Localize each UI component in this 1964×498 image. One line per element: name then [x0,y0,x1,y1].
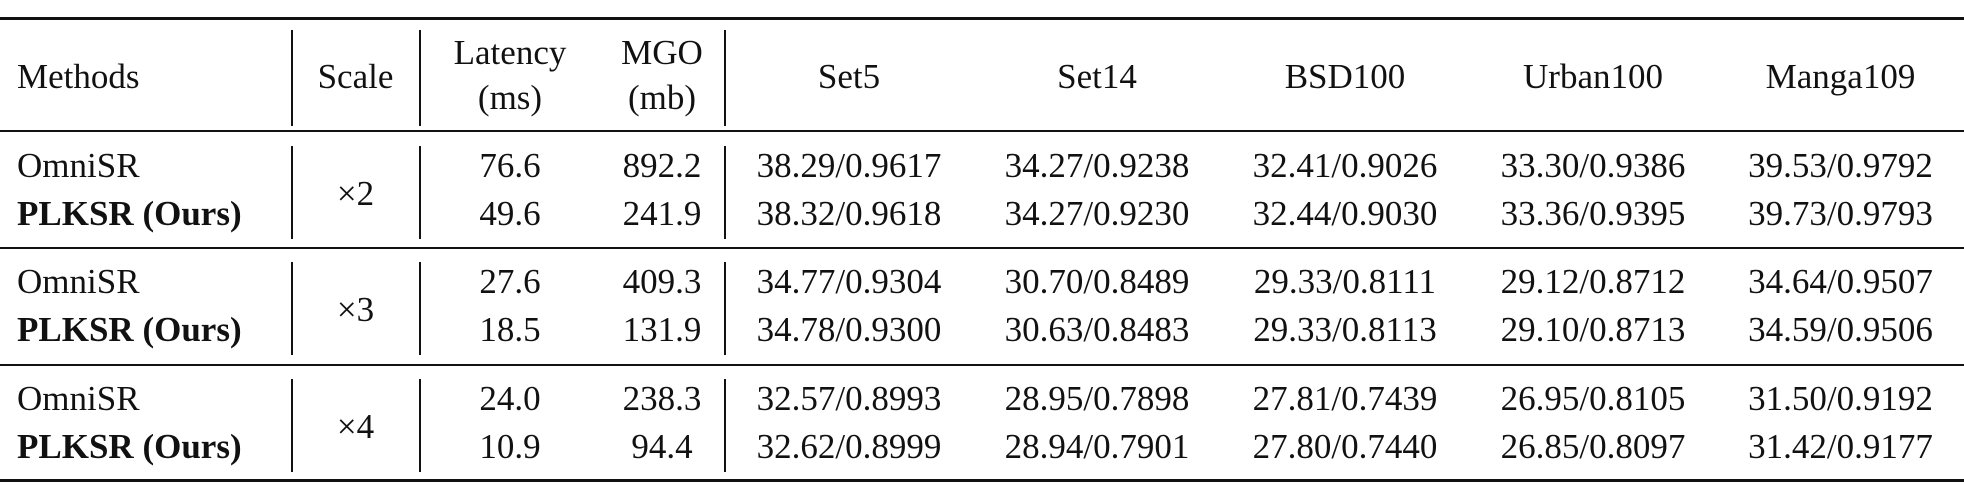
method-name-ours: PLKSR (Ours) [17,427,242,466]
header-dataset-set14: Set14 [1057,57,1137,96]
method-name-ours: PLKSR (Ours) [17,310,242,349]
group-rule-2 [0,364,1964,366]
score-bsd100: 29.33/0.8111 [1253,262,1437,301]
score-set14: 34.27/0.9230 [1004,194,1190,233]
mgo-value: 94.4 [631,427,693,466]
latency-value: 27.6 [479,262,541,301]
latency-value: 76.6 [479,146,541,185]
mgo-value: 238.3 [622,379,702,418]
top-rule [0,17,1964,20]
header-dataset-urban100: Urban100 [1523,57,1663,96]
score-manga109: 31.50/0.9192 [1748,379,1933,418]
score-urban100: 26.85/0.8097 [1500,427,1686,466]
header-scale: Scale [317,57,394,96]
score-manga109: 39.53/0.9792 [1748,146,1933,185]
score-urban100: 26.95/0.8105 [1500,379,1686,418]
method-name-ours: PLKSR (Ours) [17,194,242,233]
scale-cell: ×4 [336,407,375,446]
mgo-value: 241.9 [622,194,702,233]
score-set5: 34.78/0.9300 [756,310,942,349]
header-mgo-line1: MGO [621,33,703,72]
method-name: OmniSR [17,379,140,418]
score-set5: 38.32/0.9618 [756,194,942,233]
score-manga109: 39.73/0.9793 [1748,194,1933,233]
score-set14: 28.94/0.7901 [1004,427,1190,466]
latency-value: 10.9 [479,427,541,466]
method-name: OmniSR [17,146,140,185]
latency-value: 18.5 [479,310,541,349]
score-set14: 34.27/0.9238 [1004,146,1190,185]
score-manga109: 34.64/0.9507 [1748,262,1933,301]
header-latency-line2: (ms) [477,78,543,117]
score-set5: 34.77/0.9304 [756,262,942,301]
bottom-rule [0,479,1964,482]
score-set14: 30.63/0.8483 [1004,310,1190,349]
latency-value: 24.0 [479,379,541,418]
score-set14: 30.70/0.8489 [1004,262,1190,301]
mgo-value: 409.3 [622,262,702,301]
mgo-value: 892.2 [622,146,702,185]
score-manga109: 34.59/0.9506 [1748,310,1933,349]
score-urban100: 33.30/0.9386 [1500,146,1686,185]
score-urban100: 29.10/0.8713 [1500,310,1686,349]
header-dataset-bsd100: BSD100 [1284,57,1406,96]
score-set14: 28.95/0.7898 [1004,379,1190,418]
header-mgo-line2: (mb) [627,78,697,117]
score-bsd100: 32.41/0.9026 [1252,146,1438,185]
score-bsd100: 27.80/0.7440 [1252,427,1438,466]
score-bsd100: 29.33/0.8113 [1253,310,1437,349]
score-set5: 38.29/0.9617 [756,146,942,185]
header-dataset-manga109: Manga109 [1765,57,1916,96]
header-latency-line1: Latency [453,33,567,72]
score-set5: 32.57/0.8993 [756,379,942,418]
score-bsd100: 32.44/0.9030 [1252,194,1438,233]
score-urban100: 33.36/0.9395 [1500,194,1686,233]
score-urban100: 29.12/0.8712 [1500,262,1686,301]
scale-cell: ×3 [336,290,375,329]
score-manga109: 31.42/0.9177 [1748,427,1933,466]
scale-cell: ×2 [336,174,375,213]
header-methods: Methods [17,57,140,96]
score-set5: 32.62/0.8999 [756,427,942,466]
latency-value: 49.6 [479,194,541,233]
header-rule [0,130,1964,132]
header-dataset-set5: Set5 [817,57,881,96]
score-bsd100: 27.81/0.7439 [1252,379,1438,418]
group-rule-1 [0,247,1964,249]
method-name: OmniSR [17,262,140,301]
mgo-value: 131.9 [622,310,702,349]
